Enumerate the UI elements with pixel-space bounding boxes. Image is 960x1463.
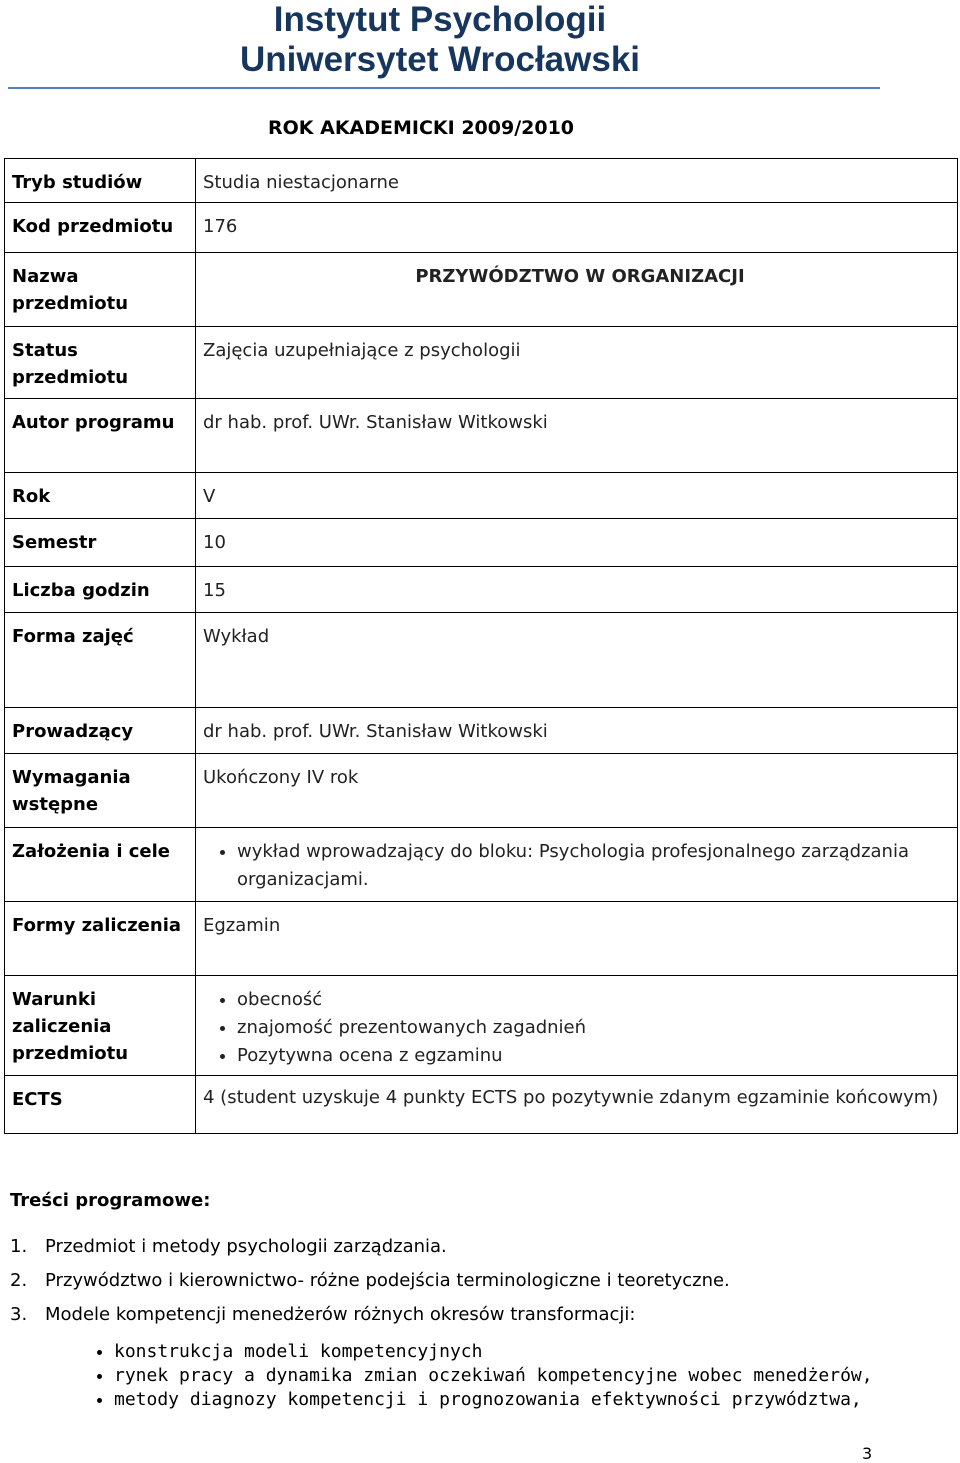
row-formy	[5, 902, 958, 976]
academic-year: ROK AKADEMICKI 2009/2010	[268, 117, 575, 139]
label-semestr: Semestr	[5, 519, 196, 567]
row-kod	[5, 203, 958, 253]
institute-title: Instytut Psychologii	[273, 0, 607, 39]
label-prowadzacy: Prowadzący	[5, 708, 196, 754]
row-warunki	[5, 976, 958, 1076]
goals-list	[203, 838, 957, 894]
label-status: Status przedmiotu	[5, 327, 196, 399]
value-rok: V	[196, 473, 958, 519]
label-tryb: Tryb studiów	[5, 159, 196, 203]
item-number: 3.	[10, 1304, 28, 1325]
label-nazwa: Nazwa przedmiotu	[5, 253, 196, 327]
label-warunki: Warunki zaliczenia przedmiotu	[5, 976, 196, 1076]
program-item	[10, 1271, 730, 1291]
value-formy: Egzamin	[196, 902, 958, 976]
item-text: Przywództwo i kierownictwo- różne podejścia terminologiczne i teoretyczne.	[45, 1270, 730, 1291]
label-zalozenia: Założenia i cele	[5, 828, 196, 902]
row-ects	[5, 1076, 958, 1134]
row-wymagania	[5, 754, 958, 828]
row-status	[5, 327, 958, 399]
row-prowadzacy	[5, 708, 958, 754]
competency-sublist	[78, 1340, 873, 1412]
list-item: • znajomość prezentowanych zagadnień	[237, 1014, 957, 1042]
row-semestr	[5, 519, 958, 567]
row-forma	[5, 613, 958, 708]
row-godziny	[5, 567, 958, 613]
item-number: 2.	[10, 1270, 28, 1291]
university-title: Uniwersytet Wrocławski	[239, 40, 641, 79]
list-item: • wykład wprowadzający do bloku: Psychologia profesjonalnego zarządzania organizacjami.	[237, 838, 957, 894]
conditions-list	[203, 986, 957, 1070]
row-nazwa	[5, 253, 958, 327]
item-text: Przedmiot i metody psychologii zarządzania.	[45, 1236, 447, 1257]
label-wymagania: Wymagania wstępne	[5, 754, 196, 828]
value-status: Zajęcia uzupełniające z psychologii	[196, 327, 958, 399]
list-item: • obecność	[237, 986, 957, 1014]
document-header	[0, 0, 880, 80]
item-text: Modele kompetencji menedżerów różnych okresów transformacji:	[45, 1304, 636, 1325]
program-heading: Treści programowe:	[10, 1190, 211, 1211]
sublist-item: • rynek pracy a dynamika zmian oczekiwań kompetencyjne wobec menedżerów,	[114, 1364, 873, 1388]
row-rok	[5, 473, 958, 519]
value-prowadzacy: dr hab. prof. UWr. Stanisław Witkowski	[196, 708, 958, 754]
label-forma: Forma zajęć	[5, 613, 196, 708]
value-autor: dr hab. prof. UWr. Stanisław Witkowski	[196, 399, 958, 473]
value-tryb: Studia niestacjonarne	[196, 159, 958, 203]
header-rule	[8, 87, 880, 89]
sublist-item: • metody diagnozy kompetencji i prognozowania efektywności przywództwa,	[114, 1388, 873, 1412]
label-kod: Kod przedmiotu	[5, 203, 196, 253]
value-godziny: 15	[196, 567, 958, 613]
label-godziny: Liczba godzin	[5, 567, 196, 613]
value-zalozenia	[196, 828, 958, 902]
value-warunki	[196, 976, 958, 1076]
value-wymagania: Ukończony IV rok	[196, 754, 958, 828]
page-number: 3	[862, 1444, 873, 1463]
sublist-item: • konstrukcja modeli kompetencyjnych	[114, 1340, 873, 1364]
row-zalozenia	[5, 828, 958, 902]
value-forma: Wykład	[196, 613, 958, 708]
program-item	[10, 1305, 730, 1325]
label-autor: Autor programu	[5, 399, 196, 473]
label-formy: Formy zaliczenia	[5, 902, 196, 976]
list-item: • Pozytywna ocena z egzaminu	[237, 1042, 957, 1070]
row-tryb	[5, 159, 958, 203]
value-nazwa: PRZYWÓDZTWO W ORGANIZACJI	[196, 253, 958, 327]
label-rok: Rok	[5, 473, 196, 519]
program-list	[10, 1237, 730, 1339]
value-semestr: 10	[196, 519, 958, 567]
course-info-table	[4, 158, 958, 1134]
program-item	[10, 1237, 730, 1257]
label-ects: ECTS	[5, 1076, 196, 1134]
row-autor	[5, 399, 958, 473]
value-kod: 176	[196, 203, 958, 253]
value-ects: 4 (student uzyskuje 4 punkty ECTS po pozytywnie zdanym egzaminie końcowym)	[196, 1076, 958, 1134]
item-number: 1.	[10, 1236, 28, 1257]
